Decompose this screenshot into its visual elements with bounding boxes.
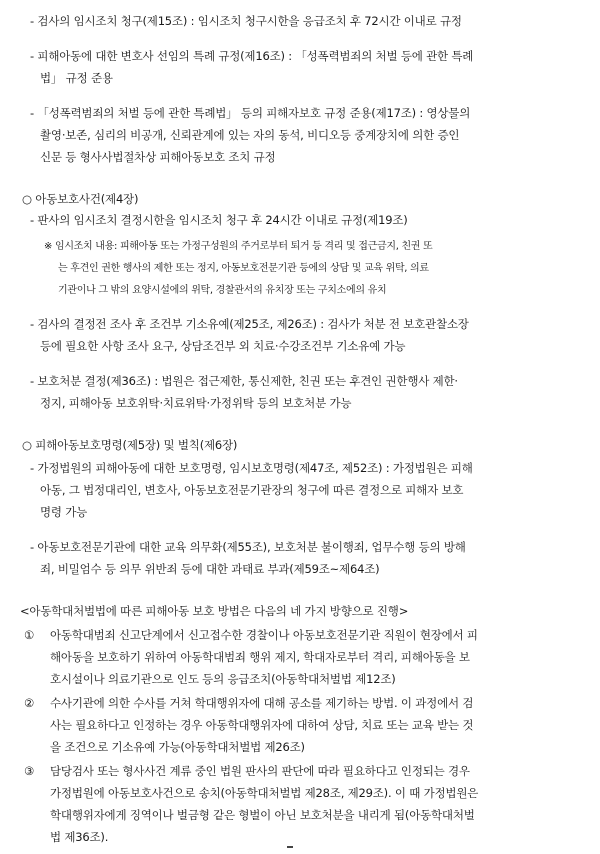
text-line: 학대행위자에게 징역이나 벌금형 같은 형벌이 아닌 보호처분을 내리게 됨(아동학대처벌 [50,808,475,822]
note-line: 는 후견인 권한 행사의 제한 또는 정지, 아동보호전문기관 등에의 상담 및 교육 위탁, 의료 [58,263,429,274]
item-marker: ① [24,628,35,642]
item-marker: ③ [24,764,35,778]
note-line: 기관이나 그 밖의 요양시설에의 위탁, 경찰관서의 유치장 또는 구치소에의 유치 [58,285,387,296]
text-line: 등에 필요한 사항 조사 요구, 상담조건부 외 치료·수강조건부 기소유예 가능 [40,339,406,353]
note-line: ※ 임시조치 내용: 피해아동 또는 가정구성원의 주거로부터 퇴거 등 격리 및 접근금지, 친권 또 [44,241,433,252]
page-mark [287,846,293,848]
text-line: 호시설이나 의료기관으로 인도 등의 응급조치(아동학대처벌법 제12조) [50,672,396,686]
text-line: 아동, 그 법정대리인, 변호사, 아동보호전문기관장의 청구에 따른 결정으로 피해자 보호 [40,483,464,497]
text-line: 죄, 비밀엄수 등 의무 위반죄 등에 대한 과태료 부과(제59조~제64조) [40,562,380,576]
text-line: 해아동을 보호하기 위하여 아동학대범죄 행위 제지, 학대자로부터 격리, 피해아동을 보 [50,650,470,664]
text-line: 촬영·보존, 심리의 비공개, 신뢰관계에 있는 자의 동석, 비디오등 중계장치에 의한 증인 [40,128,460,142]
text-line: 수사기관에 의한 수사를 거쳐 학대행위자에 대해 공소를 제기하는 방법. 이 과정에서 검 [50,696,474,710]
text-line: 신문 등 형사사법절차상 피해아동보호 조치 규정 [40,150,276,164]
text-line: - 가정법원의 피해아동에 대한 보호명령, 임시보호명령(제47조, 제52조) : 가정법원은 피해 [30,461,473,475]
text-line: - 검사의 결정전 조사 후 조건부 기소유예(제25조, 제26조) : 검사가 처분 전 보호관찰소장 [30,317,469,331]
text-line: - 판사의 임시조치 결정시한을 임시조치 청구 후 24시간 이내로 규정(제19조) [30,213,408,227]
text-line: - 피해아동에 대한 변호사 선임의 특례 규정(제16조) : 「성폭력범죄의 처벌 등에 관한 특례 [30,49,474,63]
text-line: 법」 규정 준용 [40,71,113,85]
section-heading: ○ 피해아동보호명령(제5장) 및 벌칙(제6장) [22,438,238,452]
text-line: 을 조건으로 기소유예 가능(아동학대처벌법 제26조) [50,740,305,754]
text-line: - 보호처분 결정(제36조) : 법원은 접근제한, 통신제한, 친권 또는 후견인 권한행사 제한· [30,374,458,388]
text-line: - 검사의 임시조치 청구(제15조) : 임시조치 청구시한을 응급조치 후 72시간 이내로 규정 [30,14,462,28]
text-line: - 「성폭력범죄의 처벌 등에 관한 특례법」 등의 피해자보호 규정 준용(제17조) : 영상물의 [30,106,471,120]
summary-heading: <아동학대처벌법에 따른 피해아동 보호 방법은 다음의 네 가지 방향으로 진행> [20,604,409,618]
item-marker: ② [24,696,35,710]
text-line: 담당검사 또는 형사사건 계류 중인 법원 판사의 판단에 따라 필요하다고 인정되는 경우 [50,764,470,778]
text-line: 사는 필요하다고 인정하는 경우 아동학대행위자에 대하여 상담, 치료 또는 교육 받는 것 [50,718,474,732]
text-line: 정지, 피해아동 보호위탁·치료위탁·가정위탁 등의 보호처분 가능 [40,396,352,410]
text-line: 아동학대범죄 신고단계에서 신고접수한 경찰이나 아동보호전문기관 직원이 현장에서 피 [50,628,478,642]
section-heading: ○ 아동보호사건(제4장) [22,192,139,206]
text-line: - 아동보호전문기관에 대한 교육 의무화(제55조), 보호처분 불이행죄, 업무수행 등의 방해 [30,540,466,554]
text-line: 명령 가능 [40,505,88,519]
text-line: 법 제36조). [50,830,109,844]
text-line: 가정법원에 아동보호사건으로 송치(아동학대처벌법 제28조, 제29조). 이 때 가정법원은 [50,786,479,800]
